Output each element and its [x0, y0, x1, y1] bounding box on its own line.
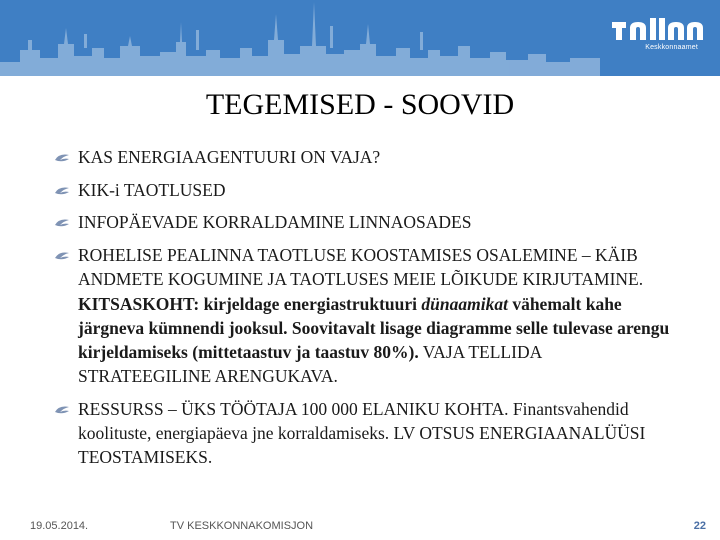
- bullet-text: KIK-i TAOTLUSED: [78, 179, 226, 200]
- footer-date: 19.05.2014.: [30, 520, 89, 532]
- leaf-bullet-icon: [52, 210, 74, 234]
- bullet-item: [52, 397, 672, 470]
- logo-subtitle: Keskkonnaamet: [645, 44, 698, 51]
- footer-organization: TV KESKKONNAKOMISJON: [170, 520, 314, 532]
- bullet-bold-text: KITSASKOHT: kirjeldage energiastruktuuri: [78, 293, 422, 314]
- slide-title: TEGEMISED - SOOVID: [205, 88, 515, 121]
- leaf-bullet-icon: [52, 178, 74, 202]
- bullet-italic-text: dünaamikat: [421, 293, 508, 314]
- bullet-item: [52, 243, 672, 388]
- bullet-text: VAJA TELLIDA STRATEEGILINE ARENGUKAVA.: [78, 341, 542, 387]
- tallinn-skyline-icon: [0, 0, 600, 76]
- bullet-text: KAS ENERGIAAGENTUURI ON VAJA?: [78, 147, 381, 167]
- page-number: 22: [693, 520, 706, 532]
- leaf-bullet-icon: [52, 397, 74, 421]
- bullet-text: RESSURSS – ÜKS TÖÖTAJA 100 000 ELANIKU KOHTA. Finantsvahendid koolituste, energiapäeva jne korraldamiseks. LV OTSUS ENERGIAANALÜÜSI TEOSTAMISEKS.: [78, 398, 646, 468]
- bullet-item: [52, 178, 672, 202]
- bullet-list: [52, 145, 672, 478]
- tallinn-logo: [612, 16, 708, 60]
- leaf-bullet-icon: [52, 145, 74, 169]
- tallinn-wordmark-icon: [612, 16, 708, 42]
- bullet-item: [52, 145, 672, 169]
- bullet-item: [52, 210, 672, 234]
- bullet-bold-text: vähemalt kahe järgneva kümnendi jooksul. Soovitavalt lisage diagramme selle tulevase arengu kirjeldamiseks (mittetaastuv ja taastuv 80%).: [78, 293, 670, 362]
- bullet-text: INFOPÄEVADE KORRALDAMINE LINNAOSADES: [78, 212, 472, 233]
- leaf-bullet-icon: [52, 243, 74, 267]
- bullet-text: ROHELISE PEALINNA TAOTLUSE KOOSTAMISES OSALEMINE – KÄIB ANDMETE KOGUMINE JA TAOTLUSES MEIE LÕIKUDE KIRJUTAMINE.: [78, 245, 644, 290]
- header-banner: [0, 0, 720, 76]
